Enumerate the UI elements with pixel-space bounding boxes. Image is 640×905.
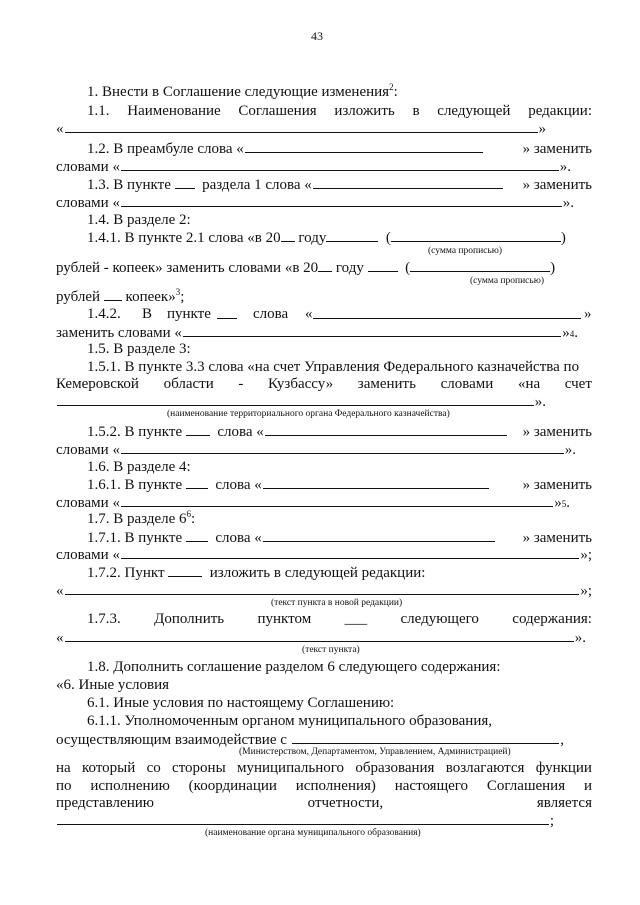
fill-line — [186, 476, 208, 489]
item-1-1-blank: « » — [56, 121, 546, 137]
fill-line — [121, 546, 579, 559]
item-6-1-1-blank: ; — [56, 812, 554, 830]
fill-line — [326, 229, 378, 242]
item-1-5-2: 1.5.2. В пункте слова « » заменить — [87, 424, 592, 440]
item-1-3-cont: словами « ». — [56, 195, 574, 211]
caption-new-text: (текст пункта в новой редакции) — [271, 598, 403, 608]
item-1-4-1-end: рублей копеек»$^3$; — [56, 287, 185, 305]
fill-line — [318, 259, 332, 272]
fill-line — [313, 176, 503, 189]
item-1-4-2-cont: заменить словами « » 4 . — [56, 325, 578, 341]
item-1-7-2: 1.7.2. Пункт изложить в следующей редакции: — [87, 565, 426, 581]
item-1-4: 1.4. В разделе 2: — [87, 212, 191, 228]
item-1-5-2-cont: словами « ». — [56, 442, 576, 458]
fill-line — [121, 441, 564, 454]
fill-line — [313, 306, 581, 319]
fill-line — [186, 423, 210, 436]
section-6-title: «6. Иные условия — [56, 677, 169, 693]
item-6-1-1-line3: на который со стороны муниципального образования возлагаются функции — [56, 760, 592, 776]
fill-line — [168, 564, 202, 577]
item-1-8: 1.8. Дополнить соглашение разделом 6 следующего содержания: — [87, 659, 501, 675]
item-6-1-1-cont: осуществляющим взаимодействие с , — [56, 732, 564, 748]
fill-line — [65, 629, 574, 642]
fill-line — [175, 176, 195, 189]
fill-line — [245, 140, 483, 153]
fill-line — [57, 393, 534, 406]
item-1-5-1-blank: ». — [56, 393, 546, 411]
item-1-5-1-cont: Кемеровской области - Кузбассу» заменить словами «на счет — [56, 376, 592, 392]
item-1-2: 1.2. В преамбуле слова « » заменить — [87, 141, 592, 157]
item-1-7-1: 1.7.1. В пункте слова « » заменить — [87, 530, 592, 546]
fill-line — [217, 306, 237, 319]
fill-line — [104, 288, 122, 301]
fill-line — [183, 324, 561, 337]
caption-ministry: (Министерством, Департаментом, Управлением, Администрацией) — [239, 747, 511, 757]
caption-municipal-body: (наименование органа муниципального образования) — [205, 828, 421, 838]
item-6-1-1-line5: представлению отчетности, является — [56, 795, 592, 811]
fill-line — [410, 259, 550, 272]
fill-line — [368, 259, 398, 272]
item-1-7-1-cont: словами « »; — [56, 547, 592, 563]
fill-line — [263, 529, 495, 542]
caption-text: (текст пункта) — [302, 645, 360, 655]
item-1-4-1: 1.4.1. В пункте 2.1 слова «в 20 году ( ) — [87, 230, 566, 246]
fill-line — [263, 476, 489, 489]
item-1-6: 1.6. В разделе 4: — [87, 459, 191, 475]
fill-line — [186, 529, 208, 542]
page-number: 43 — [311, 29, 323, 43]
fill-line — [281, 229, 295, 242]
caption-treasury: (наименование территориального органа Федерального казначейства) — [167, 409, 450, 419]
item-1-4-1-cont: рублей - копеек» заменить словами «в 20 году ( ) — [56, 260, 556, 276]
caption-sum-1: (сумма прописью) — [428, 246, 502, 256]
item-1-7: 1.7. В разделе $6^6$: — [87, 509, 196, 527]
item-1-7-3: 1.7.3. Дополнить пунктом ___ следующего содержания: — [87, 611, 592, 627]
item-1-7-2-blank: « »; — [56, 583, 592, 599]
item-1-6-1: 1.6.1. В пункте слова « » заменить — [87, 477, 592, 493]
item-6-1: 6.1. Иные условия по настоящему Соглашению: — [87, 695, 395, 711]
item-1-6-1-cont: словами « » 5 . — [56, 495, 570, 511]
fill-line — [121, 194, 562, 207]
item-1: 1. Внести в Соглашение следующие изменения$^2$: — [87, 82, 398, 100]
fill-line — [57, 812, 549, 825]
caption-sum-2: (сумма прописью) — [470, 276, 544, 286]
item-1-2-cont: словами « ». — [56, 159, 571, 175]
item-1-5-1: 1.5.1. В пункте 3.3 слова «на счет Управления Федерального казначейства по — [87, 359, 580, 375]
item-1-5: 1.5. В разделе 3: — [87, 341, 191, 357]
item-6-1-1: 6.1.1. Уполномоченным органом муниципального образования, — [87, 713, 493, 729]
fill-line — [121, 158, 559, 171]
item-6-1-1-line4: по исполнению (координации исполнения) настоящего Соглашения и — [56, 778, 592, 794]
fill-line — [65, 582, 580, 595]
item-1-4-2: 1.4.2. В пункте слова « » — [87, 306, 592, 322]
fill-line — [121, 494, 553, 507]
fill-line — [265, 423, 507, 436]
fill-line — [391, 229, 561, 242]
fill-line — [292, 731, 560, 744]
item-1-1: 1.1. Наименование Соглашения изложить в следующей редакции: — [87, 103, 592, 119]
item-1-7-3-blank: « ». — [56, 630, 586, 646]
fill-line — [65, 120, 538, 133]
item-1-3: 1.3. В пункте раздела 1 слова « » заменить — [87, 177, 592, 193]
